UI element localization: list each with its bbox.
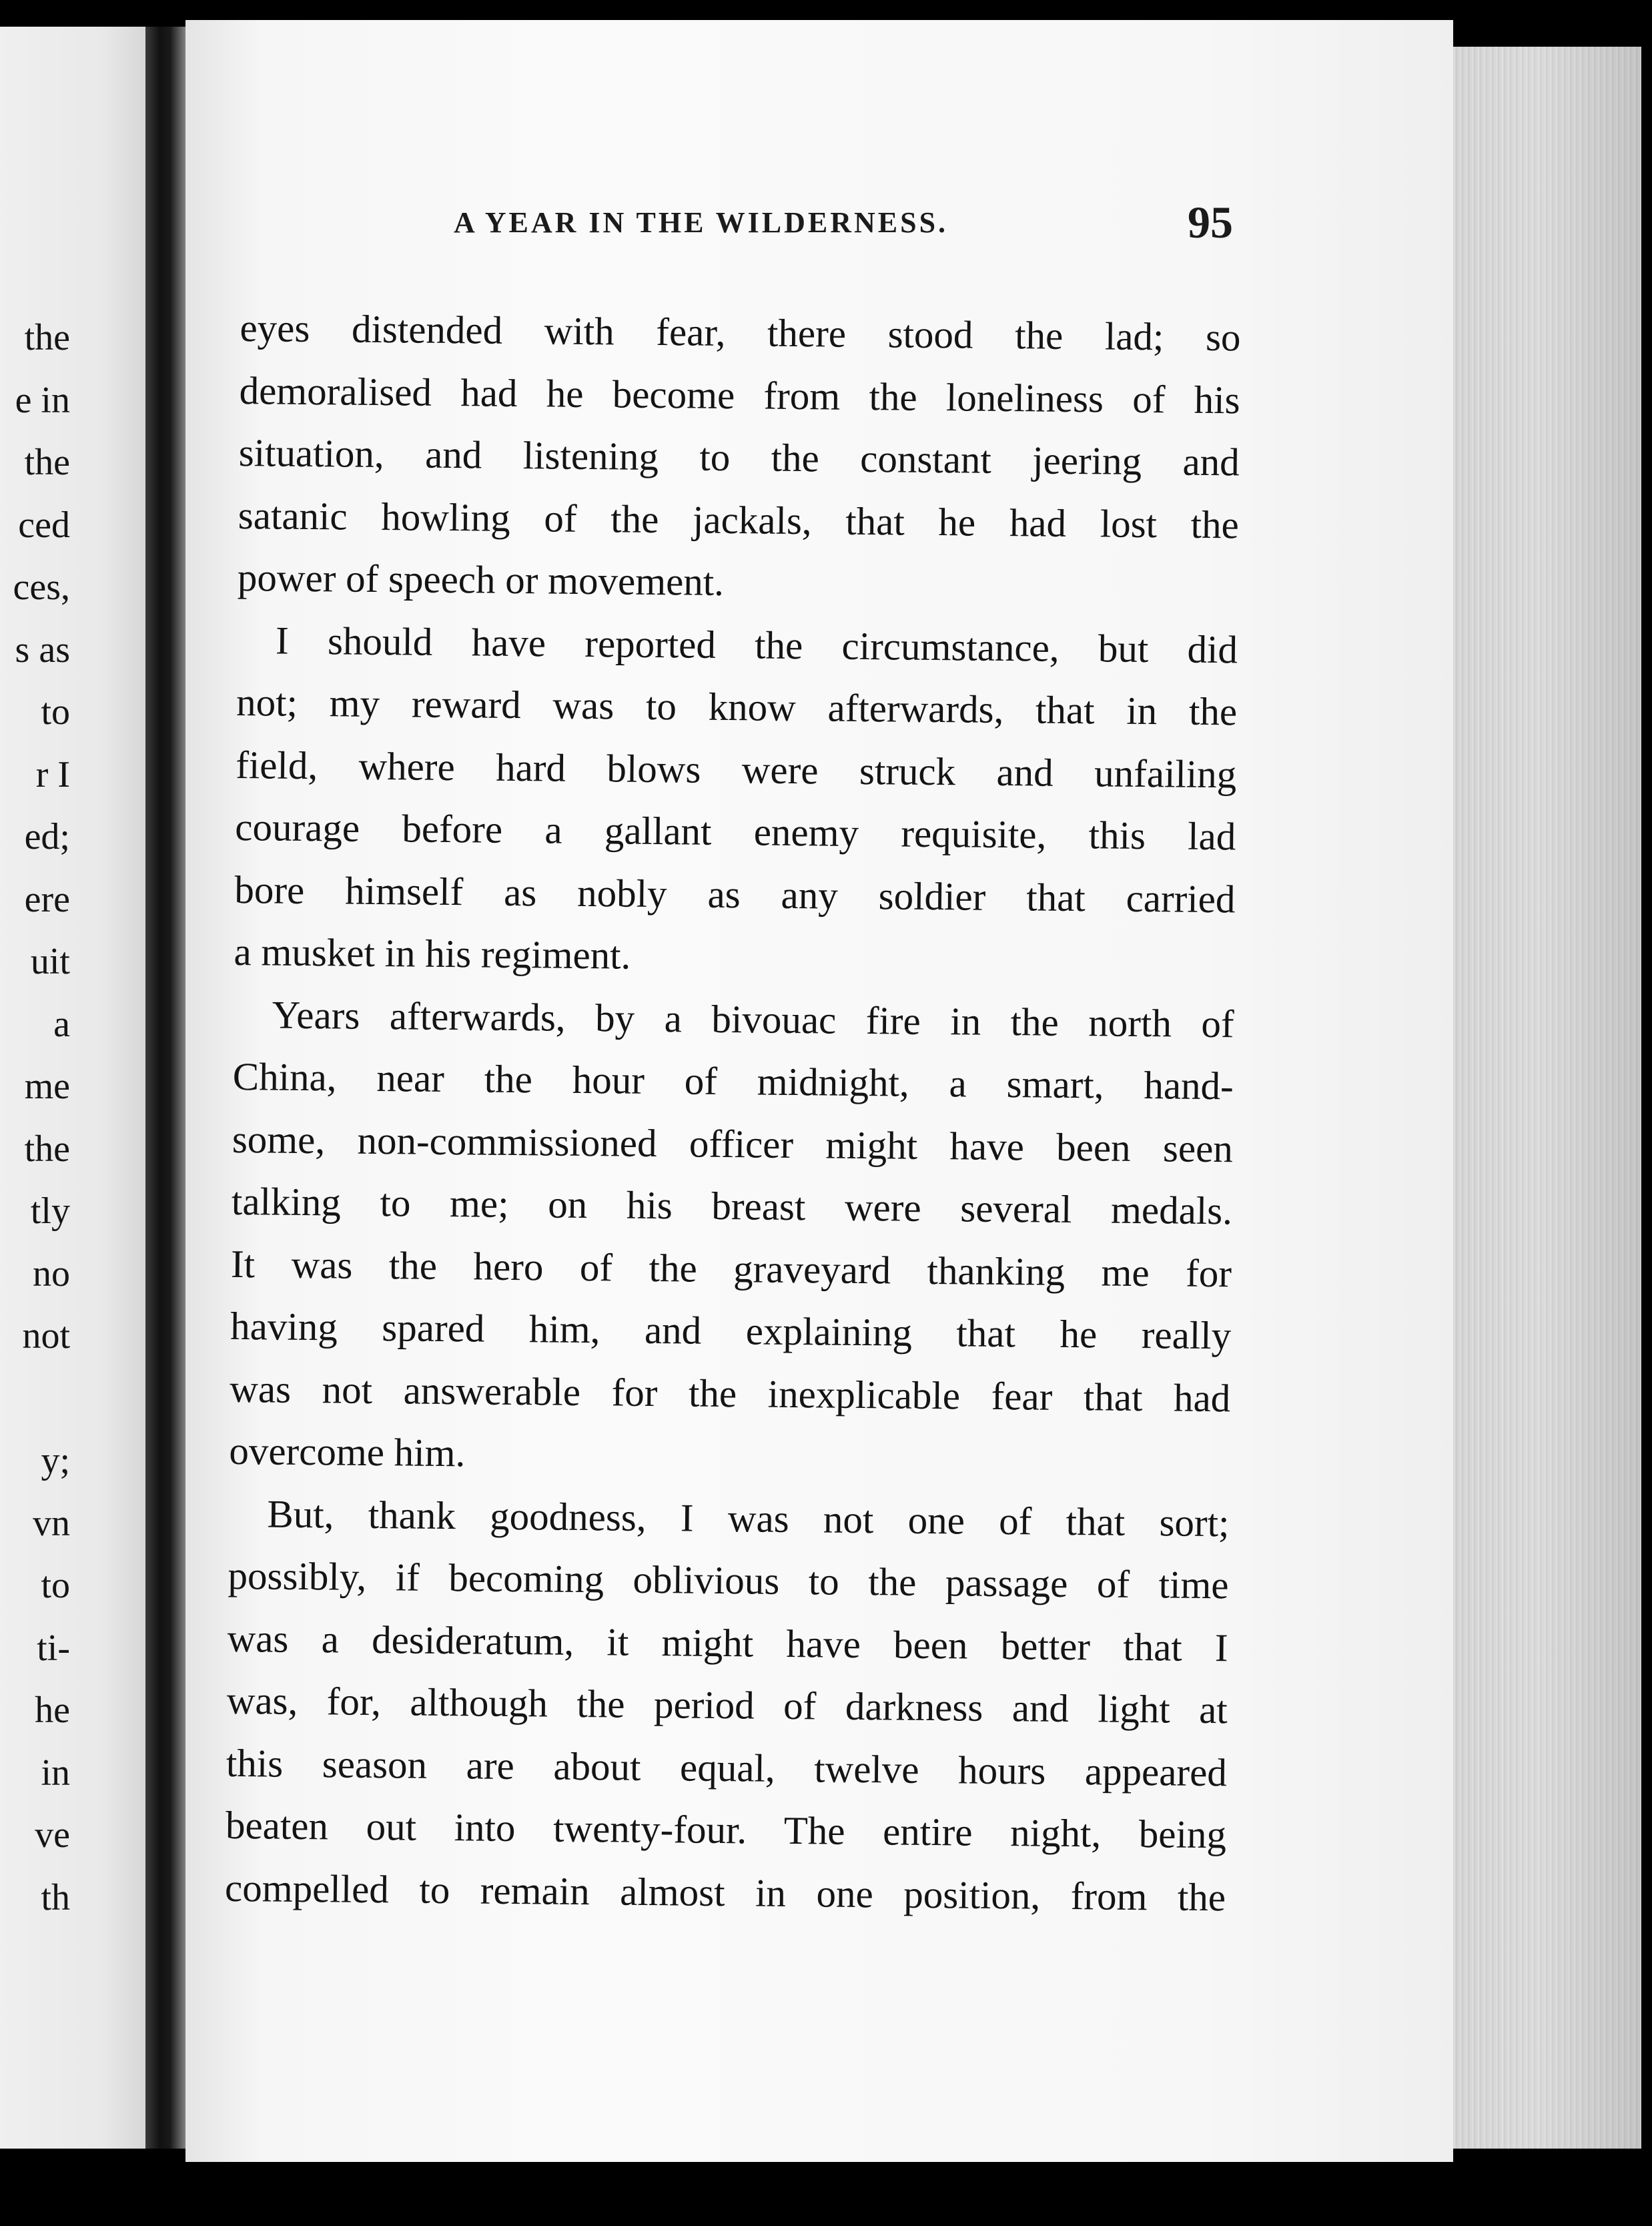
text-line: talking to me; on his breast were several medals. [231,1178,1233,1233]
text-line: compelled to remain almost in one position, from the [224,1865,1226,1919]
text-line: bore himself as nobly as any soldier that carried [234,867,1236,921]
text-line: not; my reward was to know afterwards, that in the [236,679,1238,734]
fragment-line [0,1368,70,1431]
book-gutter [145,27,187,2149]
text-line: was a desideratum, it might have been better that I [227,1615,1228,1670]
fragment-line: the [24,442,70,483]
fragment-line: the [24,1128,70,1170]
text-line: beaten out into twenty-four. The entire night, being [225,1802,1227,1857]
text-line: a musket in his regiment. [234,929,631,978]
fragment-line: ed; [24,816,70,857]
fragment-line: y; [41,1440,70,1481]
fragment-line: ces, [13,567,70,608]
text-line: courage before a gallant enemy requisite, this lad [235,804,1236,859]
text-line: It was the hero of the graveyard thanking me for [230,1241,1232,1295]
text-line: I should have reported the circumstance, but did [275,618,1238,671]
text-line: But, thank goodness, I was not one of that sort; [267,1491,1230,1545]
fragment-line: ere [24,878,70,920]
page-number: 95 [1188,197,1233,248]
fragment-line: vn [33,1502,70,1544]
fragment-line: s as [15,629,70,671]
page-edges [1434,47,1641,2149]
fragment-line: to [41,691,70,733]
running-head: A YEAR IN THE WILDERNESS. [454,206,949,239]
fragment-line: to [41,1565,70,1606]
text-line: Years afterwards, by a bivouac fire in the north of [272,992,1234,1046]
fragment-line: ti- [37,1627,70,1669]
fragment-line: tly [30,1190,70,1232]
fragment-line: ve [35,1814,70,1856]
fragment-line: e in [15,379,70,421]
previous-page-text-fragments [0,307,70,1929]
previous-page [0,27,145,2149]
fragment-line: uit [30,941,70,982]
text-line: having spared him, and explaining that he really [230,1303,1232,1358]
body-text [225,297,1241,1928]
text-line: power of speech or movement. [237,554,725,604]
text-line: overcome him. [229,1428,466,1475]
page-header [454,197,1274,254]
text-line: this season are about equal, twelve hours appeared [226,1740,1228,1794]
text-line: field, where hard blows were struck and unfailing [235,742,1237,796]
text-line: eyes distended with fear, there stood the lad; so [240,305,1241,360]
text-line: demoralised had he become from the loneliness of his [239,368,1240,422]
fragment-line: no [33,1252,70,1294]
fragment-line: r I [35,753,70,795]
fragment-line: he [35,1690,70,1731]
fragment-line: a [53,1003,70,1045]
text-line: situation, and listening to the constant jeering and [238,430,1240,484]
text-line: some, non-commissioned officer might have been seen [232,1116,1234,1170]
fragment-line: me [24,1066,70,1107]
text-line: China, near the hour of midnight, a smart, hand- [232,1054,1234,1108]
text-line: was, for, although the period of darkness and light at [226,1678,1228,1732]
text-line: possibly, if becoming oblivious to the passage of time [228,1553,1229,1607]
fragment-line: th [41,1876,70,1918]
fragment-line: not [22,1315,70,1357]
text-line: satanic howling of the jackals, that he had lost the [238,492,1240,546]
fragment-line: in [41,1752,70,1794]
fragment-line: the [24,317,70,358]
fragment-line: ced [18,504,70,546]
text-line: was not answerable for the inexplicable fear that had [229,1366,1231,1420]
